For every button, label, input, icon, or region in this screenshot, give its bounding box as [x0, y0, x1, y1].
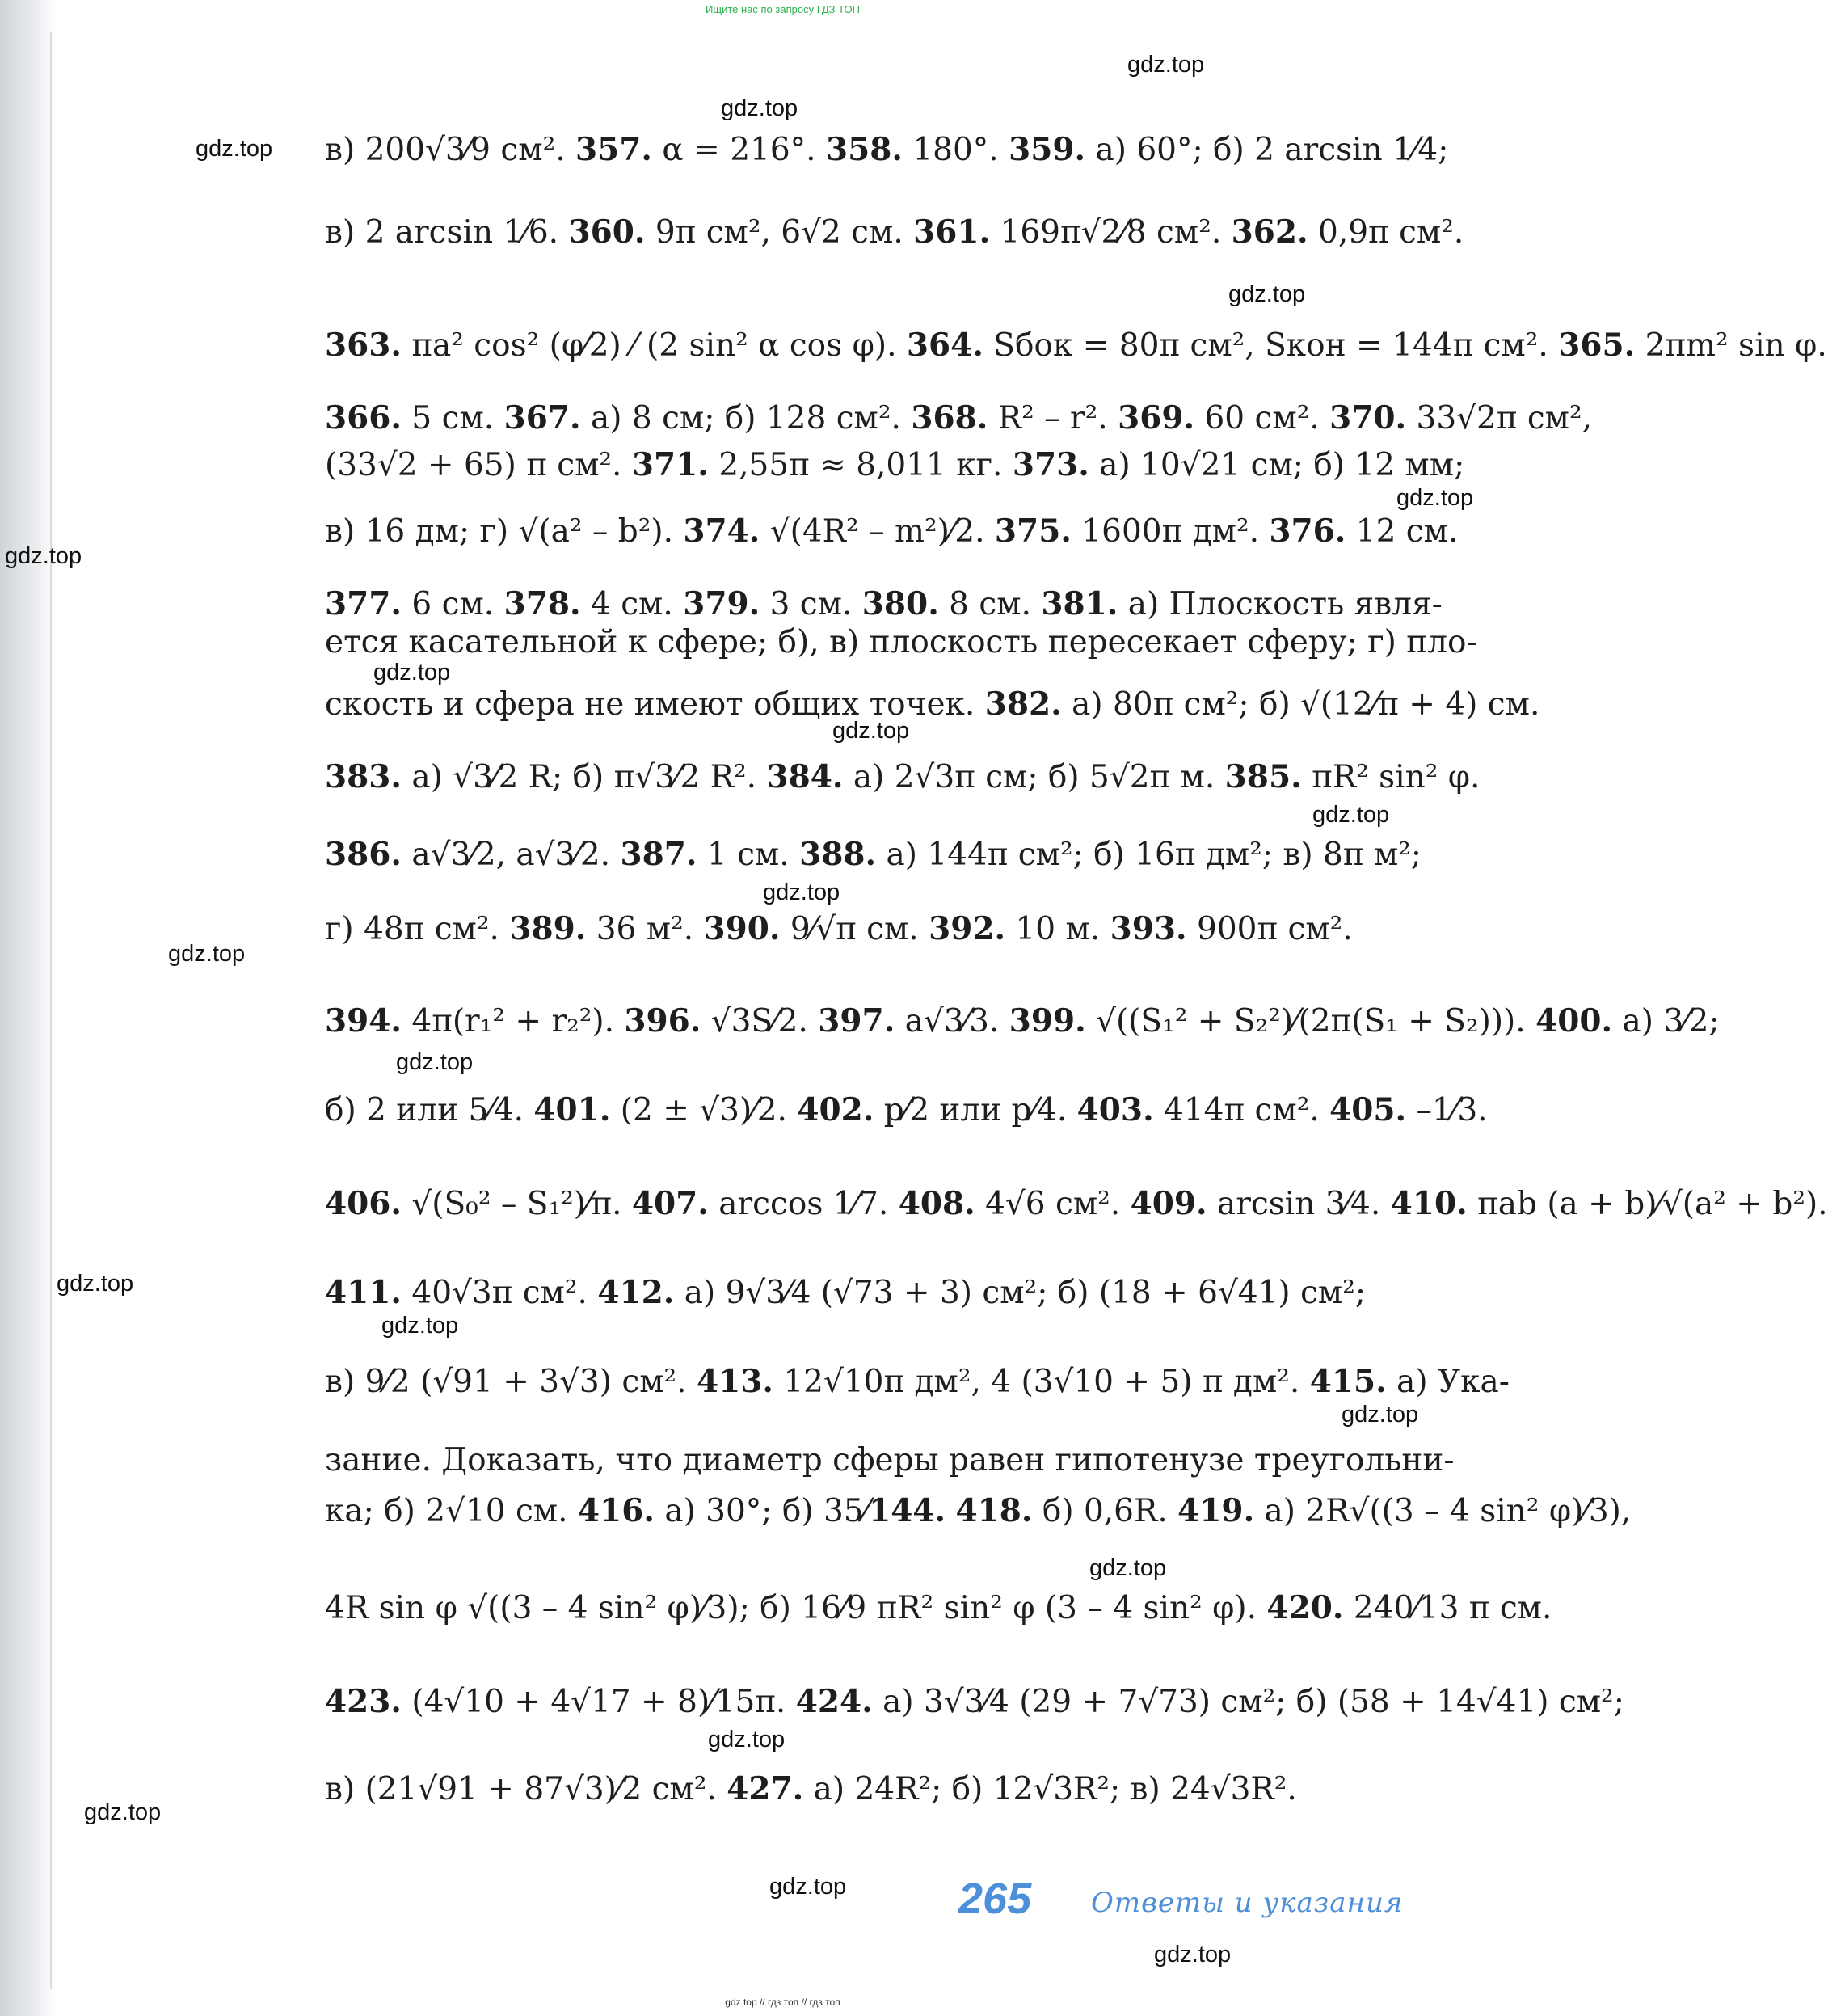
answer-line: в) 9⁄2 (√91 + 3√3) см². 413. 12√10π дм², 4 (3√10 + 5) π дм². 415. а) Ука-: [325, 1363, 1510, 1400]
footer-links[interactable]: gdz top // гдз топ // гдз топ: [725, 1997, 840, 2008]
watermark: gdz.top: [57, 1271, 134, 1297]
answer-line: зание. Доказать, что диаметр сферы равен гипотенузе треугольни-: [325, 1442, 1455, 1478]
watermark: gdz.top: [84, 1799, 162, 1825]
answer-line: ка; б) 2√10 см. 416. а) 30°; б) 35⁄144. 418. б) 0,6R. 419. а) 2R√((3 – 4 sin² φ)⁄3),: [325, 1492, 1632, 1529]
answer-line: 4R sin φ √((3 – 4 sin² φ)⁄3); б) 16⁄9 πR² sin² φ (3 – 4 sin² φ). 420. 240⁄13 π см.: [325, 1589, 1552, 1626]
answer-line: в) 16 дм; г) √(a² – b²). 374. √(4R² – m²)⁄2. 375. 1600π дм². 376. 12 см.: [325, 512, 1459, 550]
watermark: gdz.top: [168, 941, 246, 967]
page-binding-shadow: [0, 0, 57, 2016]
answer-line: в) 2 arcsin 1⁄6. 360. 9π см², 6√2 см. 361. 169π√2⁄8 см². 362. 0,9π см².: [325, 213, 1464, 251]
watermark: gdz.top: [1228, 281, 1306, 307]
answer-line: в) (21√91 + 87√3)⁄2 см². 427. а) 24R²; б) 12√3R²; в) 24√3R².: [325, 1770, 1297, 1807]
watermark: gdz.top: [1127, 52, 1205, 78]
answer-line: 406. √(S₀² – S₁²)⁄π. 407. arccos 1⁄7. 408. 4√6 см². 409. arcsin 3⁄4. 410. πab (a + b)⁄√(a² + b²).: [325, 1185, 1828, 1222]
watermark: gdz.top: [721, 95, 798, 121]
answer-line: 383. а) √3⁄2 R; б) π√3⁄2 R². 384. а) 2√3π см; б) 5√2π м. 385. πR² sin² φ.: [325, 758, 1481, 795]
site-banner-link[interactable]: Ищите нас по запросу ГДЗ ТОП: [706, 3, 860, 15]
watermark: gdz.top: [1396, 485, 1474, 511]
answer-line: скость и сфера не имеют общих точек. 382. а) 80π см²; б) √(12⁄π + 4) см.: [325, 685, 1540, 723]
watermark: gdz.top: [1154, 1942, 1232, 1967]
answer-line: 377. 6 см. 378. 4 см. 379. 3 см. 380. 8 см. 381. а) Плоскость явля-: [325, 585, 1443, 622]
answer-line: г) 48π см². 389. 36 м². 390. 9⁄√π см. 392. 10 м. 393. 900π см².: [325, 910, 1353, 947]
answer-line: 363. πa² cos² (φ⁄2) ⁄ (2 sin² α cos φ). 364. Sбок = 80π см², Sкон = 144π см². 365. 2πm² sin φ.: [325, 327, 1827, 364]
answer-line: 366. 5 см. 367. а) 8 см; б) 128 см². 368. R² – r². 369. 60 см². 370. 33√2π см²,: [325, 399, 1593, 437]
watermark: gdz.top: [396, 1049, 474, 1075]
answer-line: ется касательной к сфере; б), в) плоскость пересекает сферу; г) пло-: [325, 624, 1477, 660]
answer-line: в) 200√3⁄9 см². 357. α = 216°. 358. 180°. 359. а) 60°; б) 2 arcsin 1⁄4;: [325, 131, 1449, 168]
page-edge: [50, 32, 52, 1989]
watermark: gdz.top: [5, 543, 82, 569]
watermark: gdz.top: [769, 1874, 847, 1900]
watermark: gdz.top: [1312, 802, 1390, 828]
answer-line: 411. 40√3π см². 412. а) 9√3⁄4 (√73 + 3) см²; б) (18 + 6√41) см²;: [325, 1274, 1366, 1311]
watermark: gdz.top: [381, 1313, 459, 1339]
answer-line: (33√2 + 65) π см². 371. 2,55π ≈ 8,011 кг. 373. а) 10√21 см; б) 12 мм;: [325, 446, 1465, 483]
running-head: Ответы и указания: [1091, 1887, 1404, 1919]
answer-line: б) 2 или 5⁄4. 401. (2 ± √3)⁄2. 402. p⁄2 или p⁄4. 403. 414π см². 405. –1⁄3.: [325, 1091, 1488, 1128]
watermark: gdz.top: [1089, 1555, 1167, 1581]
watermark: gdz.top: [1342, 1402, 1419, 1428]
answer-line: 386. a√3⁄2, a√3⁄2. 387. 1 см. 388. а) 144π см²; б) 16π дм²; в) 8π м²;: [325, 836, 1422, 873]
watermark: gdz.top: [373, 660, 451, 685]
watermark: gdz.top: [196, 136, 273, 162]
watermark: gdz.top: [763, 879, 840, 905]
answer-line: 423. (4√10 + 4√17 + 8)⁄15π. 424. а) 3√3⁄4 (29 + 7√73) см²; б) (58 + 14√41) см²;: [325, 1683, 1624, 1720]
watermark: gdz.top: [832, 718, 910, 744]
answer-line: 394. 4π(r₁² + r₂²). 396. √3S⁄2. 397. a√3⁄3. 399. √((S₁² + S₂²)⁄(2π(S₁ + S₂))). 400. а) 3⁄2;: [325, 1002, 1720, 1040]
page-number: 265: [958, 1875, 1032, 1923]
watermark: gdz.top: [708, 1727, 786, 1752]
